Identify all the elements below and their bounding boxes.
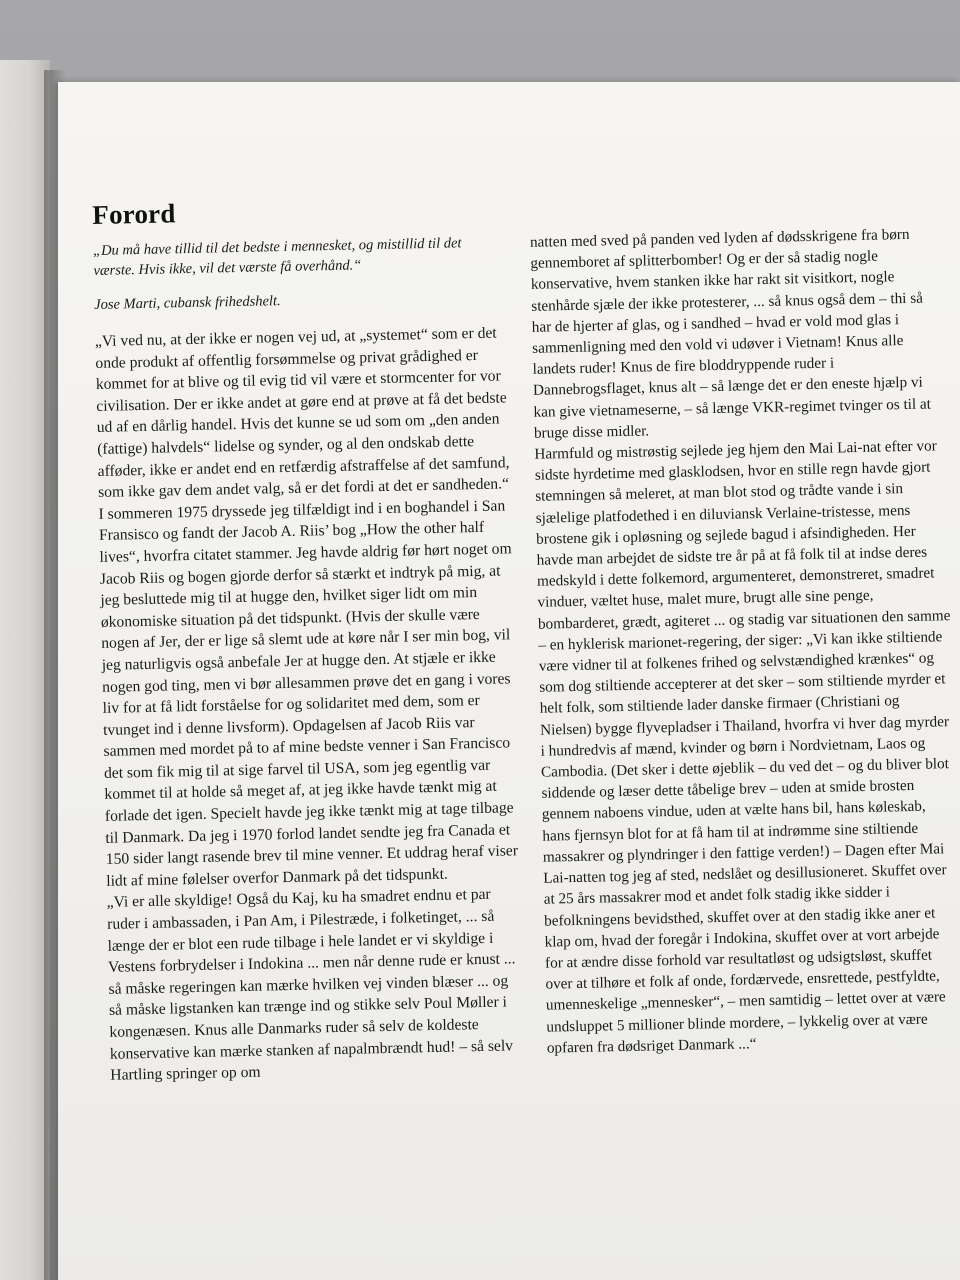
epigraph-attribution: Jose Marti, cubansk frihedshelt.: [94, 293, 281, 313]
text-columns: [93, 223, 960, 1086]
right-column: [530, 223, 960, 1077]
page-content: [92, 182, 960, 1086]
epigraph-quote: „Du må have tillid til det bedste i mennesket, og mistillid til det værste. Hvis ikke, vil det værste få overhånd.“: [92, 235, 462, 279]
left-column-text: „Vi ved nu, at der ikke er nogen vej ud, at „systemet“ som er det onde produkt af offentlig forsømmelse og privat grådighed er kommet for at blive og til evig tid vil være et stormcenter for vor civilisation. Der er ikke andet at gøre end at prøve at få det bedste ud af en dårlig handel. Hvis det kunne se ud som om „den anden (fattige) halvdels“ lidelse og synder, og al den ondskab dette afføder, ikke er andet end en retfærdig afstraffelse af det samfund, som ikke gav dem andet valg, så er det fordi at det er sandheden.“ I sommeren 1975 dryssede jeg tilfældigt ind i en boghandel i San Fransisco og fandt der Jacob A. Riis’ bog „How the other half lives“, hvorfra citatet stammer. Jeg havde aldrig før hørt noget om Jacob Riis og bogen gjorde derfor så stærkt et indtryk på mig, at jeg besluttede mig til at hugge den, hvilket siger lidt om min økonomiske situation på det tidspunkt. (Hvis der skulle være nogen af Jer, der er lige så slemt ude at køre når I ser min bog, vil jeg naturligvis også anbefale Jer at hugge den. At stjæle er ikke nogen god ting, men vi bør allesammen prøve det en gang i vores liv for at få lidt forståelse for og solidaritet med dem, som er tvunget ind i denne livsform). Opdagelsen af Jacob Riis var sammen med mordet på to af mine bedste venner i San Francisco det som fik mig til at sige farvel til USA, som jeg egentlig var kommet til at holde så meget af, at jeg ikke havde tænkt mig at forlade det igen. Specielt havde jeg ikke tænkt mig at tage tilbage til Danmark. Da jeg i 1970 forlod landet sendte jeg fra Canada et 150 sider langt rasende brev til mine venner. Et uddrag heraf viser lidt af mine følelser overfor Danmark på det tidspunkt. „Vi er alle skyldige! Også du Kaj, ku ha smadret endnu et par ruder i ambassaden, i Pan Am, i Pilestræde, i folketinget, ... så længe der er blot een rude tilbage i hele landet er vi skyldige i Vestens forbrydelser i Indokina ... men når denne rude er knust ... så måske regeringen kan mærke hvilken vej vinden blæser ... og så måske ligstanken kan trænge ind og stikke selv Poul Møller i kongenæsen. Knus alle Danmarks ruder så selv de koldeste konservative kan mærke stanken af napalmbrændt hud! – så selv Hartling springer op om: [94, 324, 519, 1084]
right-column-text: natten med sved på panden ved lyden af dødsskrigene fra børn gennemboret af splitterbomber! Og er der så stadig nogle konservative, hvem stanken ikke har rakt sit visitkort, nogle stenhårde sjæle der ikke protesterer, ... så knus også dem – thi så har de hjerter af glas, og i sandhed – hvad er vold mod glas i sammenligning med den vold vi udøver i Vietnam! Knus alle landets ruder! Knus de fire bloddryppende ruder i Dannebrogsflaget, knus alt – så længe det er den eneste hjælp vi kan give vietnameserne, – så længe VKR-regimet tvinger os til at bruge disse midler. Harmfuld og mistrøstig sejlede jeg hjem den Mai Lai-nat efter vor sidste hyrdetime med glasklodsen, hvor en stille regn havde gjort stemningen så meleret, at man blot stod og trådte vande i sin sjælelige platfodethed i en diluviansk Verlaine-tristesse, mens brostene gik i opløsning og sejlede bagud i afsindigheden. Her havde man arbejdet de sidste tre år på at få folk til at indse deres medskyld i dette folkemord, argumenteret, demonstreret, smadret vinduer, væltet huse, malet mure, brugt alle sine penge, bombarderet, grædt, agiteret ... og stadig var situationen den samme – en hyklerisk marionet-regering, der siger: „Vi kan ikke stiltiende være vidner til at folkenes frihed og selvstændighed krænkes“ og som dog stiltiende accepterer at det sker – som stiltiende myrder et helt folk, som stiltiende lader danske firmaer (Christiani og Nielsen) bygge flyvepladser i Thailand, hvorfra vi hver dag myrder i hundredvis af mænd, kvinder og børn i Nordvietnam, Laos og Cambodia. (Det sker i dette øjeblik – du ved det – og du bliver blot siddende og læser dette tåbelige brev – uden at smide brosten gennem naboens vindue, uden at vælte hans bil, hans køleskab, hans fjernsyn blot for at få ham til at indrømme sine stiltiende massakrer og plyndringer i den fattige verden!) – Dagen efter Mai Lai-natten tog jeg af sted, nedslået og desillusioneret. Skuffet over at 25 års massakrer mod et andet folk stadig ikke sidder i befolkningens bevidsthed, skuffet over at den stadig ikke aner et klap om, hvad der foregår i Indokina, skuffet over at vort arbejde for at ændre disse forhold var resultatløst og udsigtsløst, skuffet over at tilhøre et folk af onde, fordærvede, ensrettede, pestfyldte, umenneskelige „mennesker“, – men samtidig – lettet over at være undsluppet 5 millioner blinde mordere, – lykkelig over at være opfaren fra dødsriget Danmark ...“: [529, 225, 951, 1057]
facing-page-edge: [0, 60, 50, 1280]
left-column: [93, 232, 524, 1086]
page-title: Forord: [92, 198, 176, 230]
